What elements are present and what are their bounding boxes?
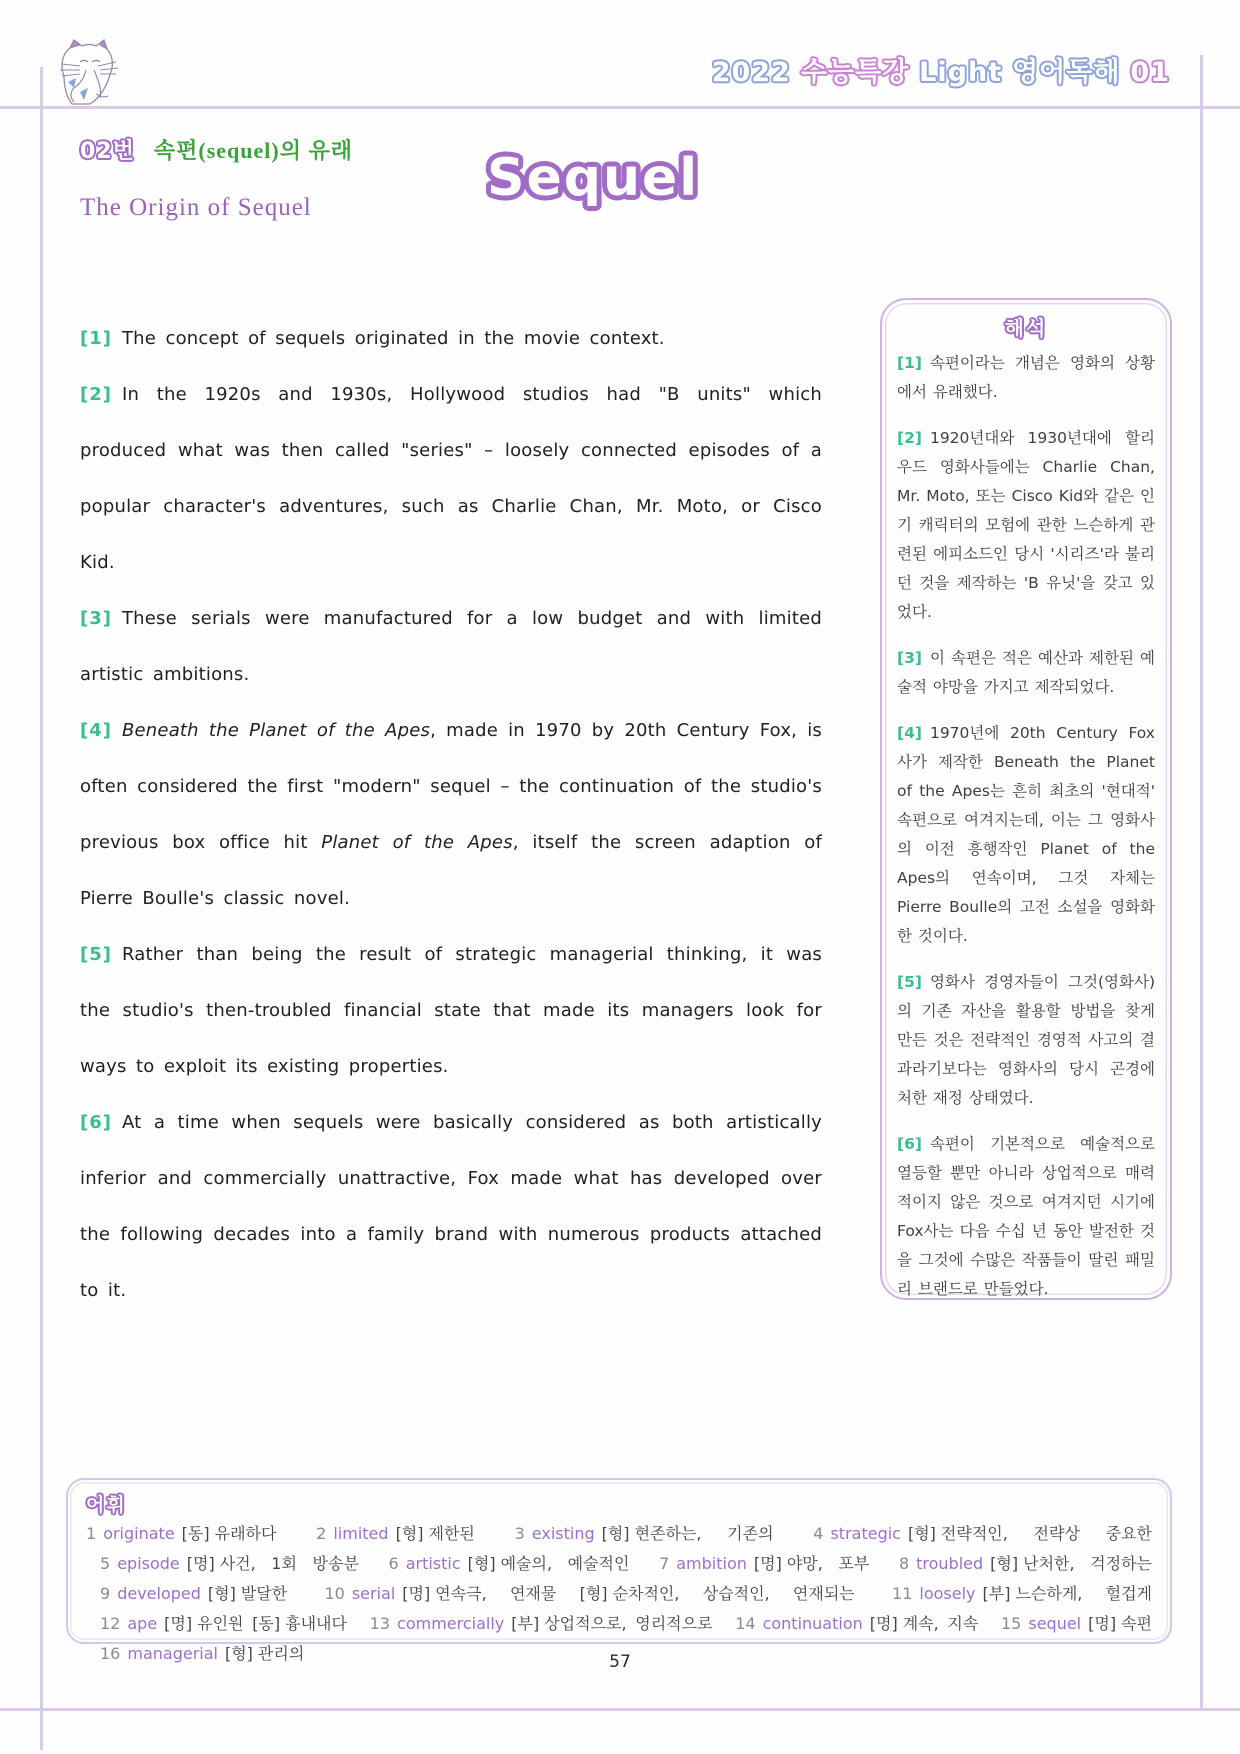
translation-panel xyxy=(880,298,1172,1300)
page-number: 57 xyxy=(609,1652,631,1672)
english-passage xyxy=(80,311,822,1319)
passage-paragraph: [4] Beneath the Planet of the Apes, made in 1970 by 20th Century Fox, is often considered the first "modern" sequel – the continuation of the studio's previous box office hit Planet of the Apes, itself the screen adaption of Pierre Boulle's classic novel. xyxy=(80,720,822,909)
passage-paragraph: [5] Rather than being the result of strategic managerial thinking, it was the studio's then-troubled financial state that made its managers look for ways to exploit its existing properties. xyxy=(80,944,822,1077)
translation-panel-title: 해석 xyxy=(1004,316,1048,340)
right-frame-line xyxy=(1200,55,1203,1708)
passage-paragraph: [2] In the 1920s and 1930s, Hollywood studios had "B units" which produced what was then called "series" – loosely connected episodes of a popular character's adventures, such as Charlie Chan, Mr. Moto, or Cisco Kid. xyxy=(80,384,822,573)
translation-paragraph: [4] 1970년에 20th Century Fox사가 제작한 Beneath the Planet of the Apes는 흔히 최초의 '현대적' 속편으로 여겨지는데, 이는 그 영화사의 이전 흥행작인 Planet of the Apes의 연속이며, 그것 자체는 Pierre Boulle의 고전 소설을 영화화한 것이다. xyxy=(897,724,1155,945)
cat-logo-icon xyxy=(50,36,124,112)
vocabulary-list: 1 originate [동] 유래하다 2 limited [형] 제한된 3 existing [형] 현존하는, 기존의 4 strategic [형] 전략적인, 전략상 중요한 5 episode [명] 사건, 1회 방송분 6 artistic [형] 예술의, 예술적인 7 ambition [명] 야망, 포부 8 troubled [형] 난처한, 걱정하는 9 developed [형] 발달한 10 serial [명] 연속극, 연재물 [형] 순차적인, 상습적인, 연재되는 11 loosely [부] 느슨하게, 헐겁게 12 ape [명] 유인원 [동] 흉내내다 13 commercially [부] 상업적으로, 영리적으로 14 continuation [명] 계속, 지속 15 sequel [명] 속편 16 managerial [형] 관리의 xyxy=(86,1524,1152,1663)
passage-paragraph: [6] At a time when sequels were basically considered as both artistically inferior and commercially unattractive, Fox made what has developed over the following decades into a family brand with numerous products attached to it. xyxy=(80,1112,822,1301)
translation-paragraph: [5] 영화사 경영자들이 그것(영화사)의 기존 자산을 활용할 방법을 찾게 만든 것은 전략적인 경영적 사고의 결과라기보다는 영화사의 당시 곤경에 처한 재정 상태였다. xyxy=(897,973,1155,1107)
big-title: Sequel xyxy=(487,148,700,208)
vocabulary-panel-title: 어휘 xyxy=(86,1494,127,1516)
translation-paragraphs xyxy=(897,349,1155,1304)
passage-paragraph: [1] The concept of sequels originated in the movie context. xyxy=(80,328,665,349)
translation-paragraph: [6] 속편이 기본적으로 예술적으로 열등할 뿐만 아니라 상업적으로 매력적이지 않은 것으로 여겨지던 시기에 Fox사는 다음 수십 년 동안 발전한 것을 그것에 수많은 작품들이 딸린 패밀리 브랜드로 만들었다. xyxy=(897,1135,1155,1298)
top-frame-line xyxy=(0,106,1240,109)
translation-paragraph: [3] 이 속편은 적은 예산과 제한된 예술적 야망을 가지고 제작되었다. xyxy=(897,649,1155,696)
header-brand-title: 2022 수능특강 Light 영어독해 01 xyxy=(711,57,1170,88)
bottom-frame-line xyxy=(0,1708,1240,1711)
lesson-heading xyxy=(80,134,353,165)
translation-paragraph: [2] 1920년대와 1930년대에 할리우드 영화사들에는 Charlie Chan, Mr. Moto, 또는 Cisco Kid와 같은 인기 캐릭터의 모험에 관한 느슨하게 관련된 에피소드인 당시 '시리즈'라 불리던 것을 제작하는 'B 유닛'을 갖고 있었다. xyxy=(897,429,1155,621)
passage-paragraph: [3] These serials were manufactured for a low budget and with limited artistic ambitions. xyxy=(80,608,822,685)
translation-paragraph: [1] 속편이라는 개념은 영화의 상황에서 유래했다. xyxy=(897,354,1155,401)
left-frame-line xyxy=(40,67,43,1750)
lesson-title-korean: 속편(sequel)의 유래 xyxy=(153,138,353,163)
lesson-subtitle-english: The Origin of Sequel xyxy=(80,194,312,221)
lesson-number-badge: 02번 xyxy=(80,139,135,164)
